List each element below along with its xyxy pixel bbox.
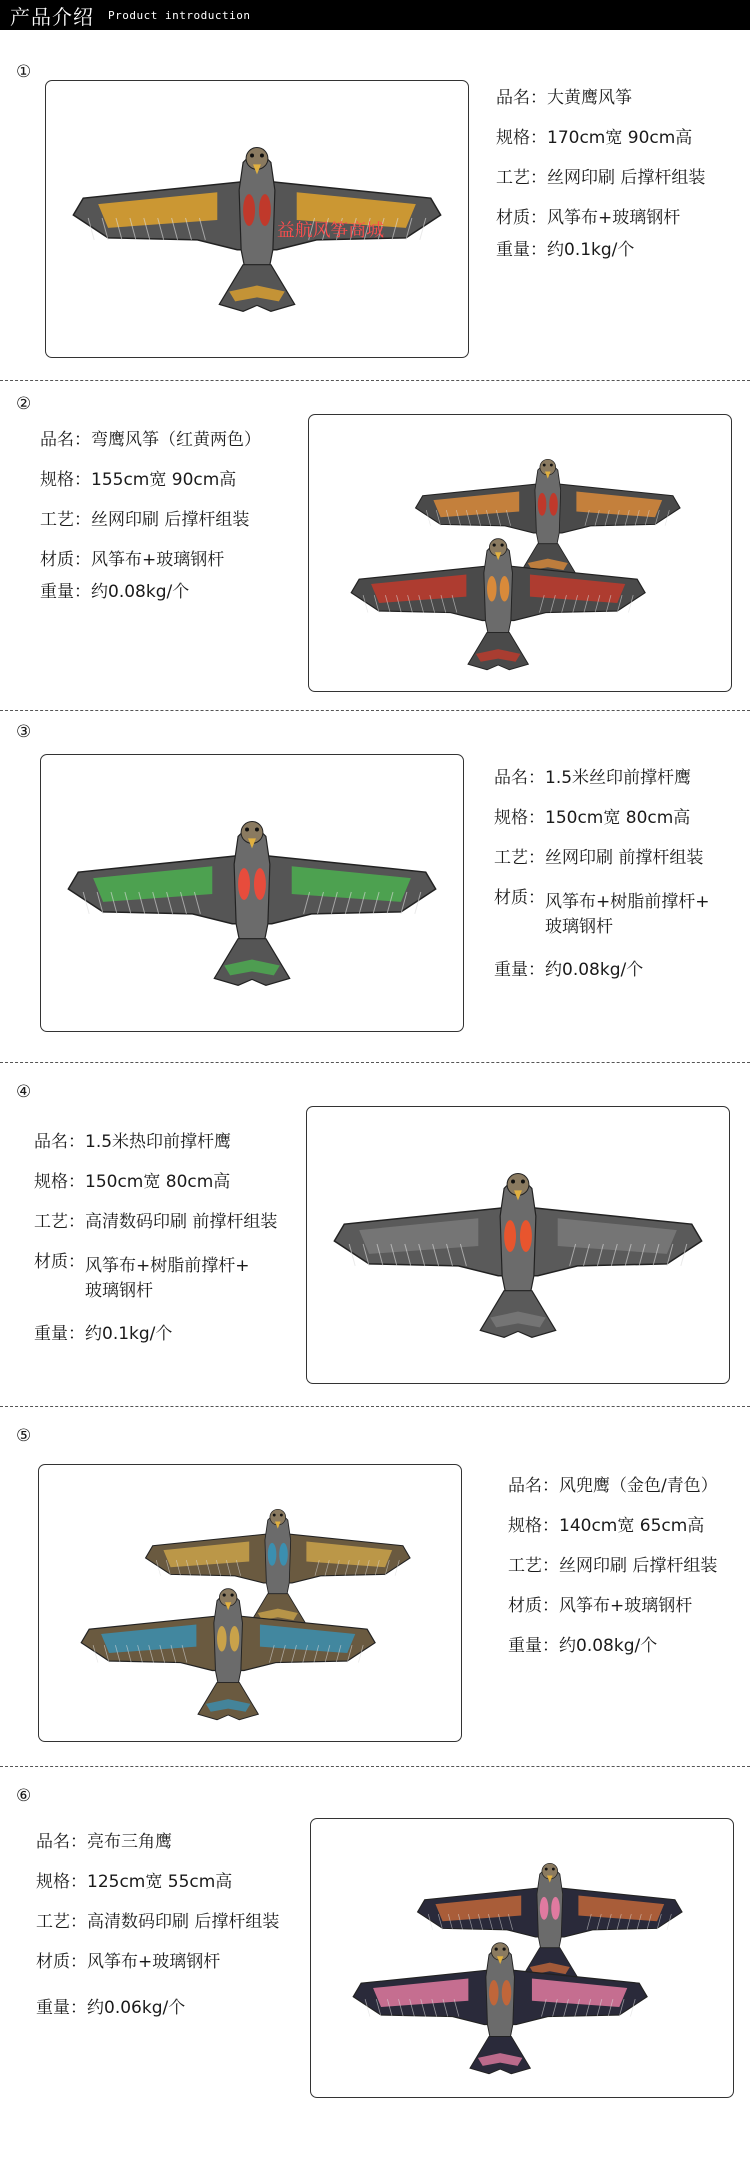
product-material: 风筝布+树脂前撑杆+ 玻璃钢杆 bbox=[85, 1256, 250, 1301]
product-section-4 bbox=[0, 1072, 750, 1412]
craft-label: 工艺： bbox=[40, 510, 91, 530]
product-spec: 150cm宽 80cm高 bbox=[545, 808, 691, 828]
product-image-3 bbox=[40, 754, 464, 1032]
section-divider bbox=[0, 380, 750, 381]
section-divider bbox=[0, 1406, 750, 1407]
product-material: 风筝布+玻璃钢杆 bbox=[559, 1596, 693, 1616]
product-spec: 170cm宽 90cm高 bbox=[547, 128, 693, 148]
craft-label: 工艺： bbox=[494, 848, 545, 868]
material-label: 材质： bbox=[496, 208, 547, 228]
kite-back bbox=[418, 1863, 682, 1981]
product-material: 风筝布+玻璃钢杆 bbox=[87, 1952, 221, 1972]
name-label: 品名： bbox=[40, 430, 91, 450]
section-divider bbox=[0, 1062, 750, 1063]
product-info-4 bbox=[34, 1134, 277, 1366]
spec-label: 规格： bbox=[494, 808, 545, 828]
weight-label: 重量： bbox=[34, 1324, 85, 1344]
kite-illustration bbox=[41, 755, 463, 1031]
product-name: 1.5米热印前撑杆鹰 bbox=[85, 1132, 232, 1152]
weight-label: 重量： bbox=[496, 240, 547, 260]
product-section-3 bbox=[0, 720, 750, 1060]
kite-illustration bbox=[311, 1819, 733, 2097]
product-info-3 bbox=[494, 770, 710, 1002]
section-divider bbox=[0, 710, 750, 711]
kite-illustration bbox=[39, 1465, 461, 1741]
name-label: 品名： bbox=[508, 1476, 559, 1496]
product-weight: 约0.08kg/个 bbox=[91, 582, 190, 602]
kite-back bbox=[416, 459, 680, 577]
section-divider bbox=[0, 1766, 750, 1767]
product-image-5 bbox=[38, 1464, 462, 1742]
material-label: 材质： bbox=[494, 888, 545, 908]
product-info-5 bbox=[508, 1478, 718, 1678]
product-craft: 丝网印刷 前撑杆组装 bbox=[545, 848, 704, 868]
product-craft: 丝网印刷 后撑杆组装 bbox=[91, 510, 250, 530]
weight-label: 重量： bbox=[40, 582, 91, 602]
kite-illustration bbox=[46, 81, 468, 357]
material-label: 材质： bbox=[40, 550, 91, 570]
weight-label: 重量： bbox=[508, 1636, 559, 1656]
name-label: 品名： bbox=[34, 1132, 85, 1152]
material-label: 材质： bbox=[34, 1252, 85, 1272]
craft-label: 工艺： bbox=[496, 168, 547, 188]
weight-label: 重量： bbox=[36, 1998, 87, 2018]
product-number: ① bbox=[16, 62, 32, 82]
product-material: 风筝布+玻璃钢杆 bbox=[547, 208, 681, 228]
product-weight: 约0.08kg/个 bbox=[559, 1636, 658, 1656]
product-image-1 bbox=[45, 80, 469, 358]
kite-front bbox=[353, 1943, 647, 2074]
product-image-6 bbox=[310, 1818, 734, 2098]
craft-label: 工艺： bbox=[36, 1912, 87, 1932]
product-info-2 bbox=[40, 432, 261, 624]
product-section-1 bbox=[0, 40, 750, 380]
product-number: ④ bbox=[16, 1082, 32, 1102]
section-header bbox=[0, 0, 750, 30]
kite bbox=[73, 148, 440, 312]
product-material: 风筝布+玻璃钢杆 bbox=[91, 550, 225, 570]
product-weight: 约0.1kg/个 bbox=[547, 240, 635, 260]
product-name: 风兜鹰（金色/青色） bbox=[559, 1476, 718, 1496]
kite-back bbox=[146, 1509, 410, 1627]
product-spec: 140cm宽 65cm高 bbox=[559, 1516, 705, 1536]
craft-label: 工艺： bbox=[508, 1556, 559, 1576]
name-label: 品名： bbox=[36, 1832, 87, 1852]
product-section-6 bbox=[0, 1776, 750, 2170]
material-label: 材质： bbox=[36, 1952, 87, 1972]
product-number: ⑥ bbox=[16, 1786, 32, 1806]
product-section-5 bbox=[0, 1414, 750, 1754]
product-craft: 高清数码印刷 前撑杆组装 bbox=[85, 1212, 278, 1232]
product-number: ② bbox=[16, 394, 32, 414]
watermark-text: 益航风筝商城 bbox=[276, 219, 385, 241]
kite bbox=[68, 822, 435, 986]
product-name: 大黄鹰风筝 bbox=[547, 88, 632, 108]
material-label: 材质： bbox=[508, 1596, 559, 1616]
kite-front bbox=[351, 539, 645, 670]
kite-front bbox=[81, 1589, 375, 1720]
spec-label: 规格： bbox=[40, 470, 91, 490]
product-number: ⑤ bbox=[16, 1426, 32, 1446]
product-craft: 丝网印刷 后撑杆组装 bbox=[547, 168, 706, 188]
product-weight: 约0.1kg/个 bbox=[85, 1324, 173, 1344]
name-label: 品名： bbox=[494, 768, 545, 788]
header-subtitle: Product introduction bbox=[108, 8, 251, 22]
weight-label: 重量： bbox=[494, 960, 545, 980]
product-craft: 高清数码印刷 后撑杆组装 bbox=[87, 1912, 280, 1932]
product-name: 1.5米丝印前撑杆鹰 bbox=[545, 768, 692, 788]
craft-label: 工艺： bbox=[34, 1212, 85, 1232]
product-image-2 bbox=[308, 414, 732, 692]
product-info-6 bbox=[36, 1834, 279, 2040]
header-title: 产品介绍 bbox=[10, 4, 94, 29]
product-info-1 bbox=[496, 90, 705, 282]
product-number: ③ bbox=[16, 722, 32, 742]
product-craft: 丝网印刷 后撑杆组装 bbox=[559, 1556, 718, 1576]
name-label: 品名： bbox=[496, 88, 547, 108]
product-name: 弯鹰风筝（红黄两色） bbox=[91, 430, 261, 450]
spec-label: 规格： bbox=[36, 1872, 87, 1892]
kite-illustration bbox=[309, 415, 731, 691]
kite-illustration bbox=[307, 1107, 729, 1383]
product-spec: 125cm宽 55cm高 bbox=[87, 1872, 233, 1892]
product-image-4 bbox=[306, 1106, 730, 1384]
spec-label: 规格： bbox=[508, 1516, 559, 1536]
product-name: 亮布三角鹰 bbox=[87, 1832, 172, 1852]
spec-label: 规格： bbox=[496, 128, 547, 148]
kite bbox=[334, 1174, 701, 1338]
product-section-2 bbox=[0, 390, 750, 710]
product-material: 风筝布+树脂前撑杆+ 玻璃钢杆 bbox=[545, 892, 710, 937]
product-spec: 155cm宽 90cm高 bbox=[91, 470, 237, 490]
product-weight: 约0.06kg/个 bbox=[87, 1998, 186, 2018]
product-weight: 约0.08kg/个 bbox=[545, 960, 644, 980]
spec-label: 规格： bbox=[34, 1172, 85, 1192]
product-spec: 150cm宽 80cm高 bbox=[85, 1172, 231, 1192]
